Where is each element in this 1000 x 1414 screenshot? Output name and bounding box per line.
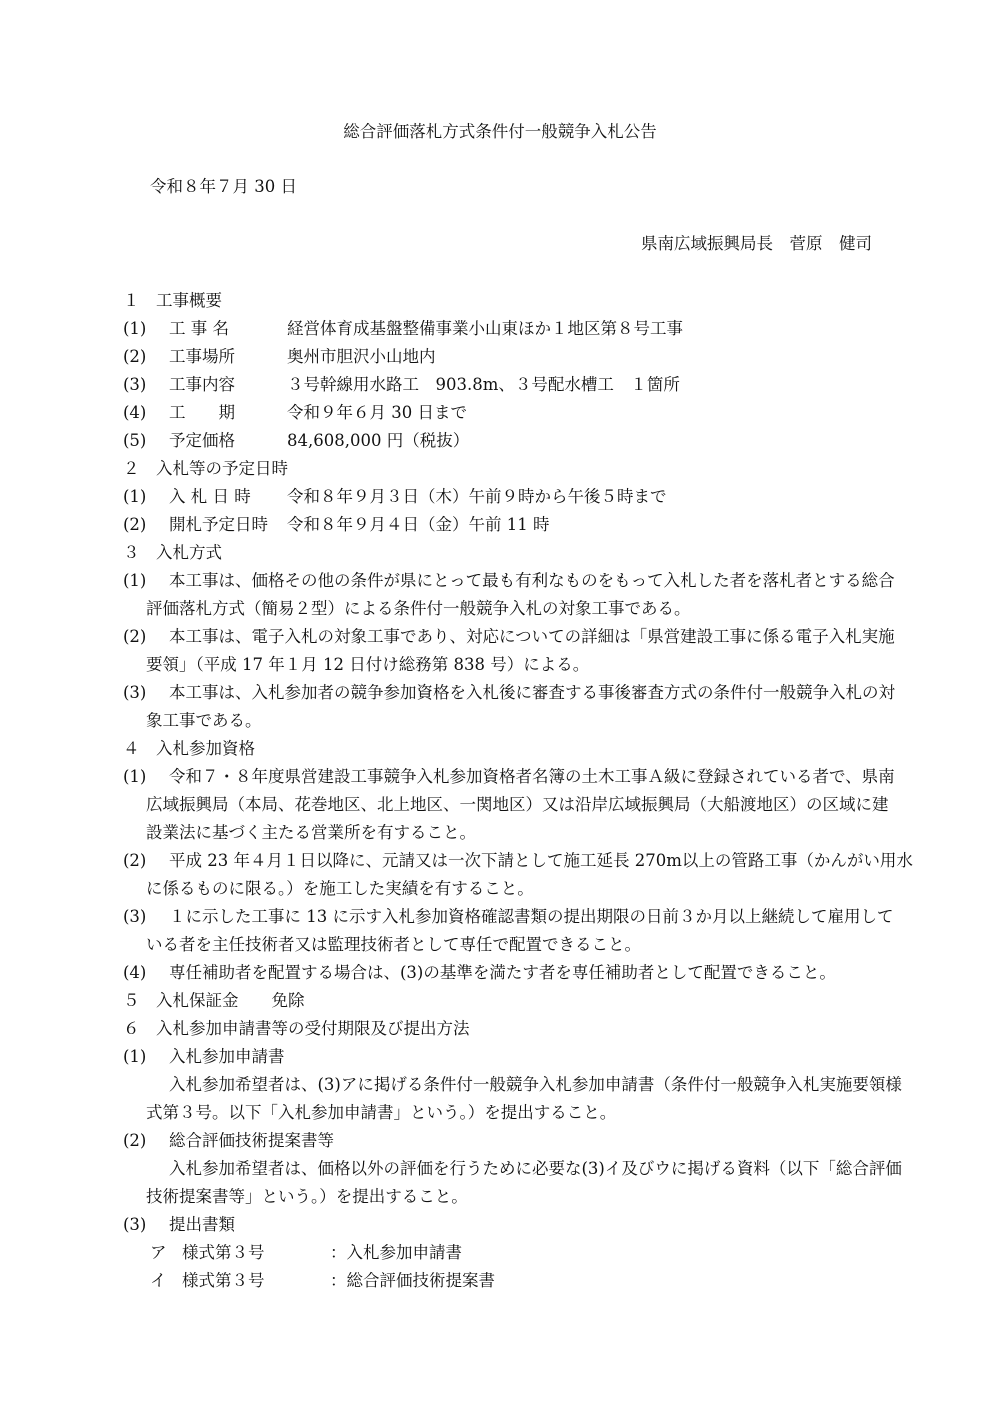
section-heading-5: ５ 入札保証金 免除 xyxy=(123,991,305,1010)
paragraph-number: (4) xyxy=(123,963,147,982)
item-form: 様式第３号 xyxy=(182,1243,265,1262)
item-label: 工事場所 xyxy=(169,347,235,366)
section-heading-2: ２ 入札等の予定日時 xyxy=(123,459,288,478)
paragraph-line: 設業法に基づく主たる営業所を有すること。 xyxy=(146,823,476,842)
item-number: (2) xyxy=(123,347,147,366)
issuer-signature: 県南広域振興局長 菅原 健司 xyxy=(641,234,872,253)
item-value: 令和８年９月３日（木）午前９時から午後５時まで xyxy=(287,487,667,506)
subsection-title: 入札参加申請書 xyxy=(169,1047,285,1066)
paragraph-line: 評価落札方式（簡易２型）による条件付一般競争入札の対象工事である。 xyxy=(146,599,691,618)
item-desc: ：入札参加申請書 xyxy=(330,1243,462,1262)
item-label: 工 期 xyxy=(169,403,235,422)
item-mark: ア xyxy=(150,1243,167,1262)
item-label: 工事内容 xyxy=(169,375,235,394)
item-number: (1) xyxy=(123,487,147,506)
paragraph-line: 入札参加希望者は、価格以外の評価を行うために必要な(3)イ及びウに掲げる資料（以下「総合評価 xyxy=(169,1159,902,1178)
paragraph-number: (2) xyxy=(123,627,147,646)
paragraph-line: 広域振興局（本局、花巻地区、北上地区、一関地区）又は沿岸広域振興局（大船渡地区）の区域に建 xyxy=(146,795,889,814)
subsection-title: 提出書類 xyxy=(169,1215,235,1234)
paragraph-number: (1) xyxy=(123,767,147,786)
paragraph-line: 平成 23 年４月１日以降に、元請又は一次下請として施工延長 270m以上の管路工事（かんがい用水 xyxy=(169,851,913,870)
item-label: 開札予定日時 xyxy=(169,515,268,534)
paragraph-line: 技術提案書等」という。）を提出すること。 xyxy=(146,1187,468,1206)
paragraph-line: 令和７・８年度県営建設工事競争入札参加資格者名簿の土木工事Ａ級に登録されている者で、県南 xyxy=(169,767,895,786)
item-form: 様式第３号 xyxy=(182,1271,265,1290)
section-heading-1: １ 工事概要 xyxy=(123,291,222,310)
paragraph-number: (3) xyxy=(123,1215,147,1234)
section-heading-6: ６ 入札参加申請書等の受付期限及び提出方法 xyxy=(123,1019,470,1038)
section-heading-3: ３ 入札方式 xyxy=(123,543,222,562)
item-value: 令和８年９月４日（金）午前 11 時 xyxy=(287,515,550,534)
item-number: (3) xyxy=(123,375,147,394)
item-mark: イ xyxy=(150,1271,167,1290)
paragraph-line: に係るものに限る。）を施工した実績を有すること。 xyxy=(146,879,534,898)
paragraph-line: 本工事は、価格その他の条件が県にとって最も有利なものをもって入札した者を落札者とする総合 xyxy=(169,571,895,590)
notice-date: 令和８年７月 30 日 xyxy=(150,177,297,196)
paragraph-number: (3) xyxy=(123,683,147,702)
item-label: 予定価格 xyxy=(169,431,235,450)
item-value: 経営体育成基盤整備事業小山東ほか１地区第８号工事 xyxy=(287,319,683,338)
item-value: 84,608,000 円（税抜） xyxy=(287,431,470,450)
paragraph-number: (1) xyxy=(123,571,147,590)
paragraph-line: いる者を主任技術者又は監理技術者として専任で配置できること。 xyxy=(146,935,641,954)
paragraph-number: (1) xyxy=(123,1047,147,1066)
paragraph-line: 専任補助者を配置する場合は、(3)の基準を満たす者を専任補助者として配置できること。 xyxy=(169,963,836,982)
paragraph-line: 本工事は、電子入札の対象工事であり、対応についての詳細は「県営建設工事に係る電子入札実施 xyxy=(169,627,895,646)
item-value: ３号幹線用水路工 903.8m、３号配水槽工 １箇所 xyxy=(287,375,680,394)
item-number: (1) xyxy=(123,319,147,338)
item-value: 奥州市胆沢小山地内 xyxy=(287,347,436,366)
item-desc: ：総合評価技術提案書 xyxy=(330,1271,495,1290)
item-label: 工 事 名 xyxy=(169,319,229,338)
paragraph-number: (3) xyxy=(123,907,147,926)
paragraph-line: 象工事である。 xyxy=(146,711,262,730)
item-number: (4) xyxy=(123,403,147,422)
item-number: (5) xyxy=(123,431,147,450)
item-number: (2) xyxy=(123,515,147,534)
document-title: 総合評価落札方式条件付一般競争入札公告 xyxy=(343,122,657,141)
item-value: 令和９年６月 30 日まで xyxy=(287,403,467,422)
paragraph-line: 本工事は、入札参加者の競争参加資格を入札後に審査する事後審査方式の条件付一般競争入札の対 xyxy=(169,683,895,702)
paragraph-line: １に示した工事に 13 に示す入札参加資格確認書類の提出期限の日前３か月以上継続して雇用して xyxy=(169,907,894,926)
paragraph-line: 式第３号。以下「入札参加申請書」という。）を提出すること。 xyxy=(146,1103,617,1122)
paragraph-number: (2) xyxy=(123,851,147,870)
item-label: 入 札 日 時 xyxy=(169,487,251,506)
paragraph-number: (2) xyxy=(123,1131,147,1150)
paragraph-line: 入札参加希望者は、(3)アに掲げる条件付一般競争入札参加申請書（条件付一般競争入札実施要領様 xyxy=(169,1075,902,1094)
section-heading-4: ４ 入札参加資格 xyxy=(123,739,255,758)
subsection-title: 総合評価技術提案書等 xyxy=(169,1131,334,1150)
paragraph-line: 要領」（平成 17 年１月 12 日付け総務第 838 号）による。 xyxy=(146,655,590,674)
